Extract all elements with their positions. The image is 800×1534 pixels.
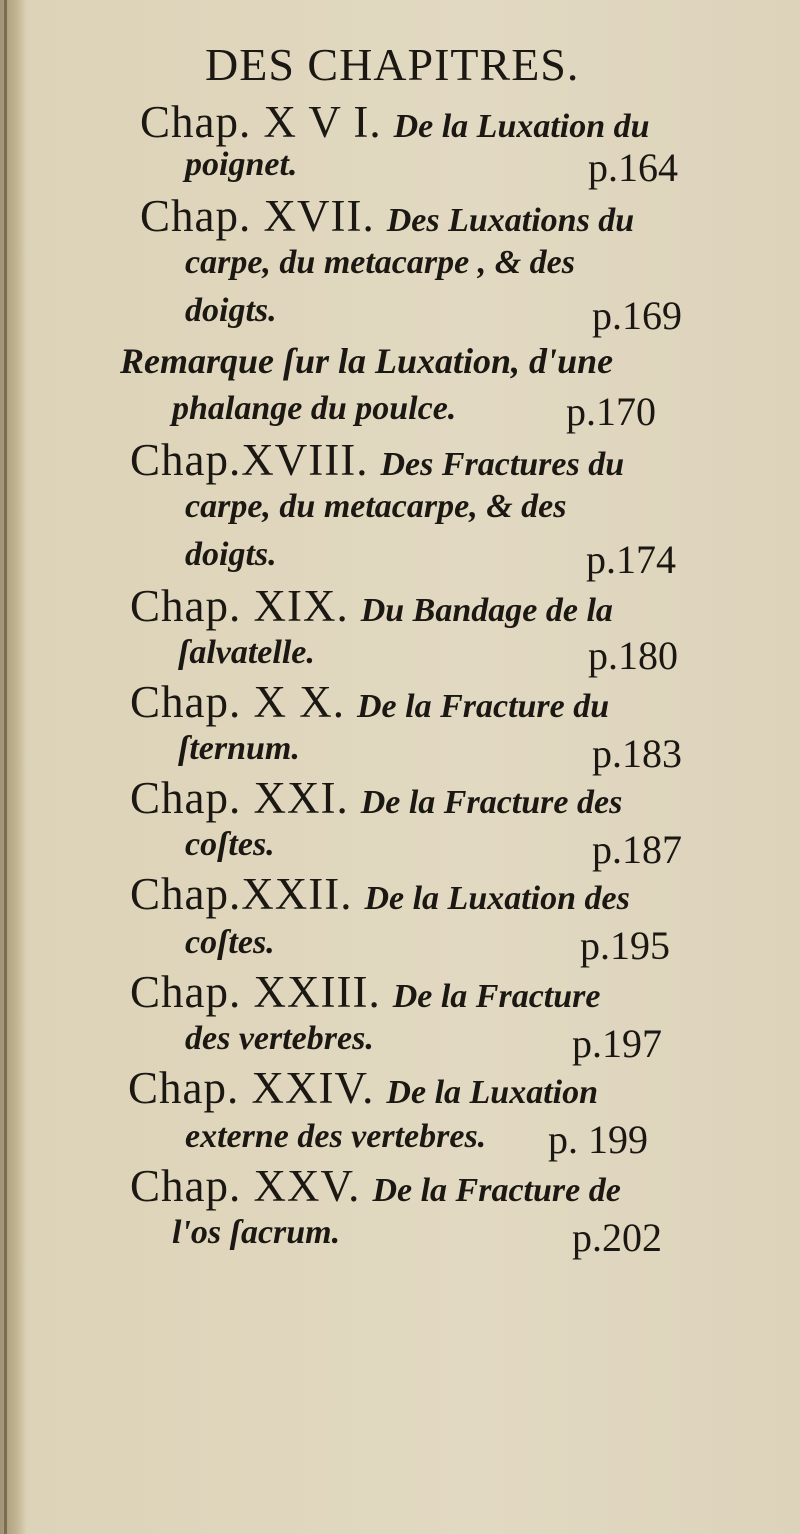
chapter-label: Chap. XVII. — [140, 191, 375, 241]
page-ref: p.180 — [588, 633, 678, 678]
chapter-title: Du Bandage de la — [360, 592, 613, 629]
chapter-label: Chap.XVIII. — [130, 435, 369, 485]
chapter-title: De la Luxation du — [393, 108, 650, 145]
toc-entry-xvii-line1 — [140, 190, 634, 242]
toc-entry-xxi-line1 — [130, 772, 622, 824]
chapter-title: De la Fracture de — [372, 1172, 621, 1209]
chapter-title: De la Luxation — [386, 1074, 598, 1111]
toc-entry-xxii-line1 — [130, 868, 630, 920]
page-ref: p.169 — [592, 293, 682, 338]
toc-entry-xvii-line3: doigts. — [185, 292, 277, 329]
page-ref: p.174 — [586, 537, 676, 582]
page-heading: DES CHAPITRES. — [205, 39, 580, 90]
chapter-label: Chap. X X. — [130, 677, 345, 727]
toc-remarque-line1: Remarque ſur la Luxation, d'une — [120, 341, 614, 381]
chapter-label: Chap. X V I. — [140, 97, 382, 147]
toc-entry-xix-line2: ſalvatelle. — [178, 634, 315, 671]
page-ref: p.195 — [580, 923, 670, 968]
chapter-title: Des Luxations du — [386, 202, 635, 239]
page-ref: p. 199 — [548, 1117, 648, 1162]
toc-remarque-line2: phalange du poulce. — [172, 390, 457, 427]
toc-entry-xxv-line2: l'os ſacrum. — [172, 1214, 341, 1251]
toc-entry-xviii-line3: doigts. — [185, 536, 277, 573]
toc-entry-xxii-line2: coſtes. — [185, 924, 275, 961]
chapter-label: Chap. XXIV. — [128, 1063, 375, 1113]
page-ref: p.183 — [592, 731, 682, 776]
chapter-title: De la Fracture des — [360, 784, 623, 821]
toc-entry-xxiii-line1 — [130, 966, 600, 1018]
page-ref: p.197 — [572, 1021, 662, 1066]
page-ref: p.164 — [588, 145, 678, 190]
toc-entry-xvi-line2: poignet. — [185, 146, 298, 183]
toc-entry-xxiii-line2: des vertebres. — [185, 1020, 374, 1057]
page-ref: p.170 — [566, 389, 656, 434]
toc-entry-xvi-line1 — [140, 96, 650, 148]
chapter-title: De la Fracture — [392, 978, 601, 1015]
toc-entry-xxiv-line1 — [128, 1062, 598, 1114]
chapter-title: Des Fractures du — [380, 446, 625, 483]
toc-entry-xx-line1 — [130, 676, 609, 728]
chapter-label: Chap. XXI. — [130, 773, 349, 823]
chapter-label: Chap. XXIII. — [130, 967, 381, 1017]
chapter-label: Chap. XIX. — [130, 581, 349, 631]
toc-entry-xviii-line1 — [130, 434, 624, 486]
chapter-label: Chap.XXII. — [130, 869, 353, 919]
toc-entry-xviii-line2: carpe, du metacarpe, & des — [185, 488, 567, 525]
page-ref: p.187 — [592, 827, 682, 872]
toc-entry-xxv-line1 — [130, 1160, 621, 1212]
chapter-title: De la Luxation des — [364, 880, 630, 917]
toc-entry-xvii-line2: carpe, du metacarpe , & des — [185, 244, 575, 281]
chapter-title: De la Fracture du — [356, 688, 610, 725]
toc-entry-xxiv-line2: externe des vertebres. — [185, 1118, 487, 1155]
chapter-label: Chap. XXV. — [130, 1161, 361, 1211]
toc-entry-xix-line1 — [130, 580, 613, 632]
toc-entry-xxi-line2: coſtes. — [185, 826, 275, 863]
toc-entry-xx-line2: ſternum. — [178, 730, 300, 767]
page-ref: p.202 — [572, 1215, 662, 1260]
